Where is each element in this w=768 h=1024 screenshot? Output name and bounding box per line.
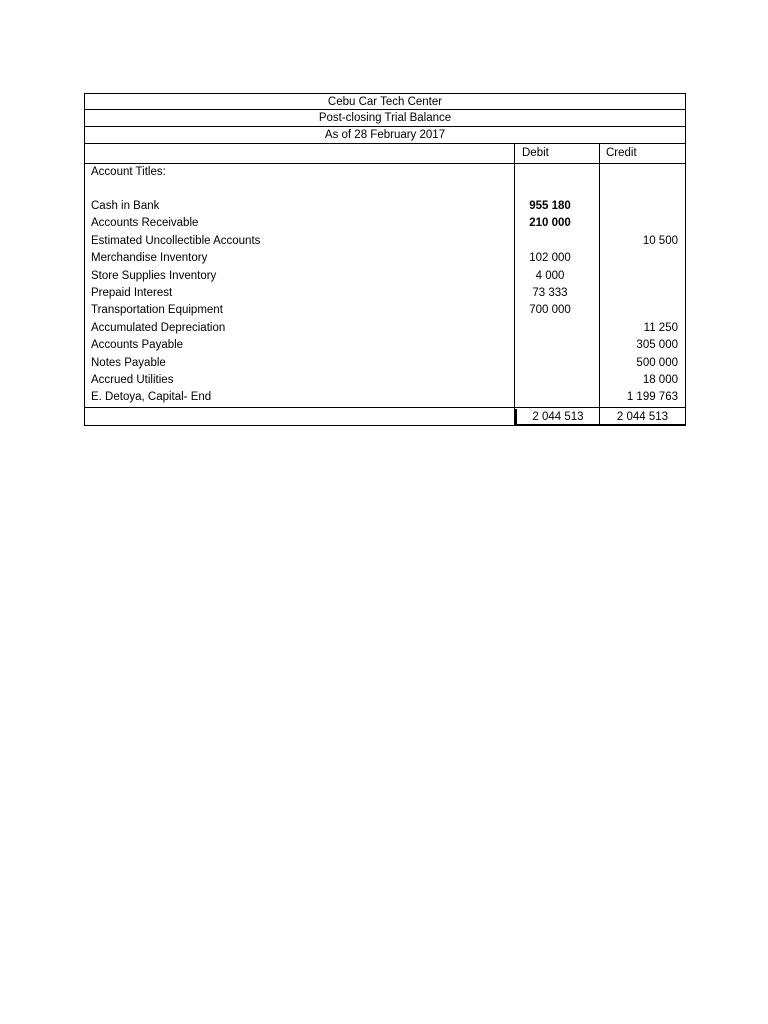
account-title: Transportation Equipment (91, 304, 223, 317)
debit-amount: 73 333 (532, 287, 568, 299)
credit-amount: 305 000 (636, 339, 678, 352)
account-title: Merchandise Inventory (91, 252, 208, 265)
account-row (85, 302, 685, 319)
trial-balance-table (84, 93, 686, 426)
debit-amount: 955 180 (529, 200, 571, 212)
section-label: Account Titles: (91, 166, 166, 178)
account-row (85, 233, 685, 250)
account-title: Accrued Utilities (91, 374, 174, 386)
credit-amount: 11 250 (643, 321, 678, 334)
account-title: Accumulated Depreciation (91, 321, 226, 334)
debit-amount: 700 000 (529, 304, 571, 317)
account-title: Accounts Payable (91, 339, 184, 352)
account-row (85, 389, 685, 406)
total-credit: 2 044 513 (599, 409, 685, 426)
credit-amount: 1 199 763 (626, 391, 678, 404)
debit-header-label: Debit (522, 147, 549, 159)
report-date: As of 28 February 2017 (84, 127, 686, 144)
account-row (85, 355, 685, 372)
account-row (85, 320, 685, 337)
account-row (85, 215, 685, 232)
account-title: Prepaid Interest (91, 287, 173, 299)
account-row (85, 250, 685, 267)
account-row (85, 372, 685, 389)
account-row (85, 337, 685, 354)
debit-column-header (514, 144, 599, 163)
account-row (85, 268, 685, 285)
debit-amount: 102 000 (529, 252, 571, 265)
account-title: Accounts Receivable (91, 217, 199, 230)
account-title: Store Supplies Inventory (91, 269, 217, 282)
account-title: Cash in Bank (91, 200, 160, 212)
report-title: Post-closing Trial Balance (84, 110, 686, 127)
account-row (85, 285, 685, 302)
account-title: E. Detoya, Capital- End (91, 391, 212, 404)
company-name: Cebu Car Tech Center (84, 93, 686, 110)
section-label-row (85, 164, 685, 181)
debit-amount: 4 000 (535, 269, 565, 282)
column-header-row (84, 144, 686, 163)
credit-amount: 10 500 (642, 234, 678, 247)
credit-column-header (599, 144, 685, 163)
totals-row (85, 407, 685, 428)
credit-amount: 500 000 (636, 356, 678, 369)
debit-amount: 210 000 (529, 217, 571, 230)
account-title: Notes Payable (91, 356, 166, 369)
accounts-body (84, 163, 686, 426)
credit-header-label: Credit (606, 147, 637, 159)
total-debit: 2 044 513 (515, 409, 599, 426)
account-title: Estimated Uncollectible Accounts (91, 234, 261, 247)
account-row (85, 198, 685, 215)
credit-amount: 18 000 (642, 374, 678, 386)
